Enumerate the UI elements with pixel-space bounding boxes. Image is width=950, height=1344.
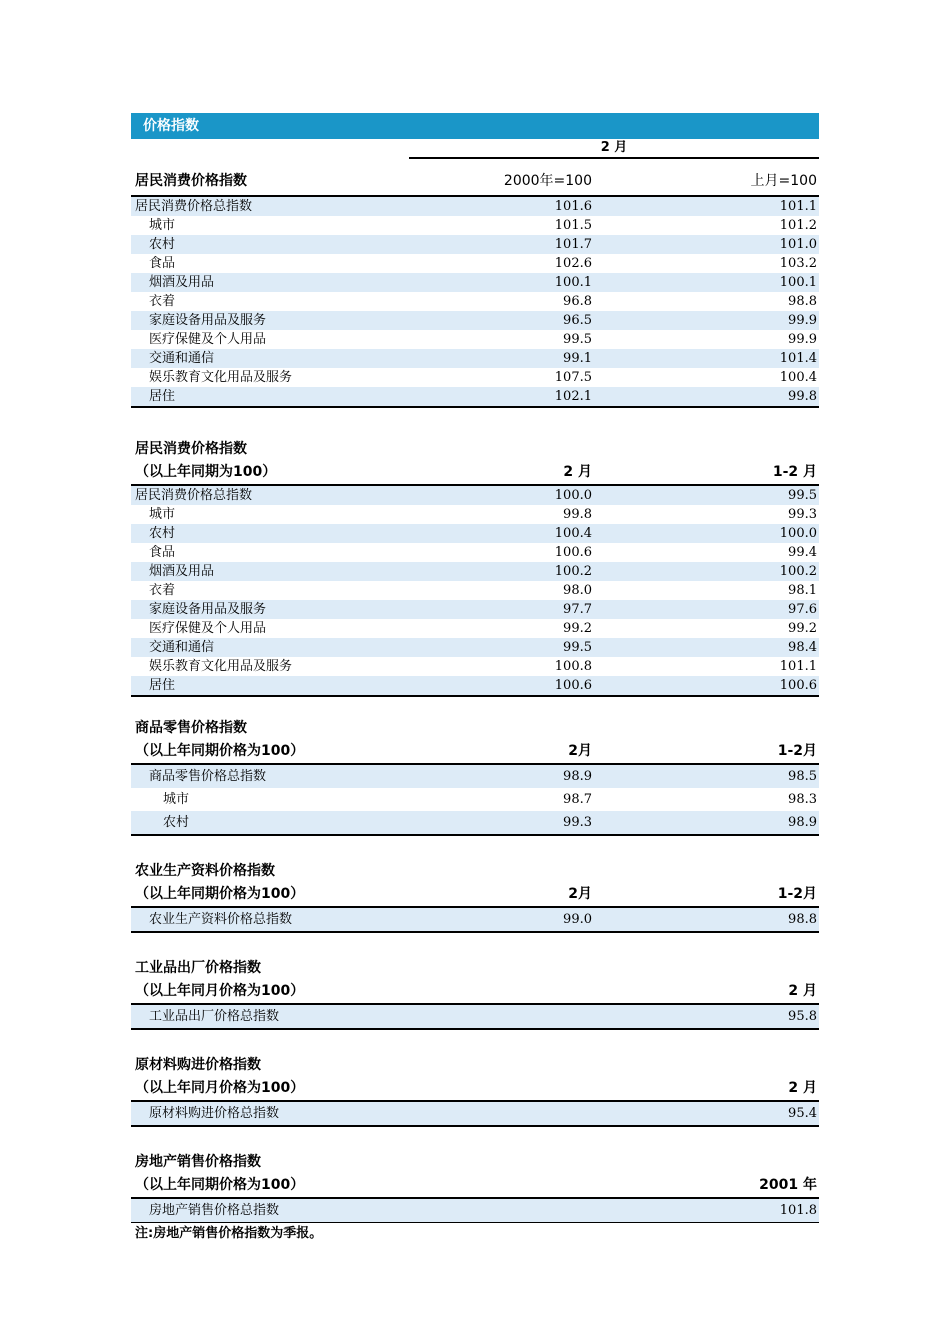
column-header: 2月 (568, 743, 592, 759)
cpi-table (131, 197, 819, 408)
table-row (131, 676, 819, 695)
row-value: 101.4 (779, 351, 817, 366)
cpi-yoy-section (131, 438, 819, 697)
table-row (131, 216, 819, 235)
row-value: 98.4 (788, 640, 817, 655)
column-header: 上月=100 (750, 173, 817, 189)
row-value: 98.1 (788, 583, 817, 598)
section-title: 房地产销售价格指数 (135, 1154, 261, 1170)
row-value: 101.7 (554, 237, 592, 252)
table-row (131, 235, 819, 254)
row-label: 居住 (149, 678, 176, 693)
real-estate-table (131, 1199, 819, 1223)
row-value: 97.7 (563, 602, 592, 617)
row-value: 99.9 (788, 313, 817, 328)
table-row (131, 505, 819, 524)
row-value: 98.8 (788, 294, 817, 309)
section-title: 农业生产资料价格指数 (135, 863, 275, 879)
table-row (131, 562, 819, 581)
row-value: 98.7 (563, 792, 592, 807)
table-row (131, 197, 819, 216)
raw-material-section (131, 1054, 819, 1127)
row-value: 100.0 (779, 526, 817, 541)
table-row (131, 254, 819, 273)
ppi-header-row (131, 980, 819, 1005)
row-value: 101.0 (779, 237, 817, 252)
retail-table (131, 765, 819, 836)
row-value: 99.5 (563, 332, 592, 347)
row-label: 家庭设备用品及服务 (149, 602, 267, 617)
row-label: 商品零售价格总指数 (149, 769, 267, 784)
row-label: 医疗保健及个人用品 (149, 621, 267, 636)
column-header: 1-2月 (777, 886, 817, 902)
row-value: 96.8 (563, 294, 592, 309)
table-row (131, 486, 819, 505)
table-row (131, 619, 819, 638)
row-value: 99.5 (563, 640, 592, 655)
cpi-section (131, 139, 819, 408)
row-label: 农业生产资料价格总指数 (149, 912, 293, 927)
row-value: 100.6 (779, 678, 817, 693)
row-label: 家庭设备用品及服务 (149, 313, 267, 328)
cpi-yoy-table (131, 486, 819, 697)
row-value: 97.6 (788, 602, 817, 617)
row-value: 101.5 (554, 218, 592, 233)
column-header: 2000年=100 (503, 173, 592, 189)
row-value: 100.4 (554, 526, 592, 541)
table-row (131, 1199, 819, 1223)
row-label: 城市 (149, 218, 176, 233)
column-header: 2 月 (788, 983, 817, 999)
row-label: 衣着 (149, 294, 176, 309)
agri-header-row (131, 883, 819, 908)
real-estate-header-row (131, 1174, 819, 1199)
table-row (131, 330, 819, 349)
section-subtitle: （以上年同期价格为100） (135, 743, 305, 759)
table-row (131, 788, 819, 811)
row-value: 107.5 (554, 370, 592, 385)
row-label: 居住 (149, 389, 176, 404)
row-label: 城市 (163, 792, 190, 807)
row-label: 食品 (149, 545, 176, 560)
row-label: 工业品出厂价格总指数 (149, 1009, 280, 1024)
section-title: 原材料购进价格指数 (135, 1057, 261, 1073)
section-subtitle: （以上年同月价格为100） (135, 1080, 305, 1096)
row-label: 原材料购进价格总指数 (149, 1106, 280, 1121)
row-value: 99.3 (563, 815, 592, 830)
row-label: 居民消费价格总指数 (135, 199, 253, 214)
section-title: 居民消费价格指数 (135, 173, 247, 189)
section-subtitle: （以上年同月价格为100） (135, 983, 305, 999)
row-label: 农村 (149, 237, 176, 252)
column-header: 1-2月 (777, 743, 817, 759)
section-subtitle: （以上年同期价格为100） (135, 1177, 305, 1193)
row-label: 娱乐教育文化用品及服务 (149, 370, 293, 385)
row-label: 医疗保健及个人用品 (149, 332, 267, 347)
row-value: 101.1 (779, 659, 817, 674)
raw-material-header-row (131, 1077, 819, 1102)
row-label: 烟酒及用品 (149, 275, 215, 290)
row-label: 农村 (163, 815, 190, 830)
row-value: 98.3 (788, 792, 817, 807)
table-row (131, 811, 819, 834)
row-value: 98.9 (563, 769, 592, 784)
row-value: 99.8 (563, 507, 592, 522)
row-value: 99.8 (788, 389, 817, 404)
row-value: 96.5 (563, 313, 592, 328)
row-value: 102.6 (554, 256, 592, 271)
row-value: 100.4 (779, 370, 817, 385)
row-value: 100.6 (554, 678, 592, 693)
row-value: 98.5 (788, 769, 817, 784)
cpi-header-row (131, 159, 819, 197)
row-label: 食品 (149, 256, 176, 271)
row-value: 99.2 (788, 621, 817, 636)
column-header: 1-2 月 (772, 464, 817, 480)
row-value: 100.1 (554, 275, 592, 290)
table-row (131, 387, 819, 406)
row-value: 98.8 (788, 912, 817, 927)
row-value: 99.2 (563, 621, 592, 636)
section-title: 居民消费价格指数 (135, 441, 247, 457)
row-label: 衣着 (149, 583, 176, 598)
row-value: 99.1 (563, 351, 592, 366)
real-estate-section (131, 1151, 819, 1245)
row-label: 烟酒及用品 (149, 564, 215, 579)
retail-price-section (131, 717, 819, 836)
column-header: 2001 年 (759, 1177, 817, 1193)
table-row (131, 292, 819, 311)
table-row (131, 600, 819, 619)
row-value: 103.2 (779, 256, 817, 271)
row-label: 农村 (149, 526, 176, 541)
row-value: 100.1 (779, 275, 817, 290)
cpi-yoy-header-row (131, 461, 819, 486)
row-value: 101.8 (779, 1203, 817, 1218)
agri-table (131, 908, 819, 933)
table-row (131, 657, 819, 676)
row-label: 居民消费价格总指数 (135, 488, 253, 503)
row-value: 100.0 (554, 488, 592, 503)
table-row (131, 273, 819, 292)
row-value: 99.5 (788, 488, 817, 503)
row-value: 100.8 (554, 659, 592, 674)
column-header: 2 月 (788, 1080, 817, 1096)
row-value: 99.4 (788, 545, 817, 560)
section-title: 商品零售价格指数 (135, 720, 247, 736)
table-row (131, 638, 819, 657)
price-index-page (131, 113, 819, 1245)
table-row (131, 368, 819, 387)
row-value: 99.3 (788, 507, 817, 522)
row-value: 95.8 (788, 1009, 817, 1024)
table-row (131, 543, 819, 562)
row-value: 100.2 (779, 564, 817, 579)
table-row (131, 1005, 819, 1028)
row-value: 99.9 (788, 332, 817, 347)
row-value: 98.9 (788, 815, 817, 830)
row-label: 交通和通信 (149, 351, 215, 366)
row-value: 99.0 (563, 912, 592, 927)
row-value: 100.6 (554, 545, 592, 560)
month-header: 2 月 (409, 139, 819, 159)
footnote: 注:房地产销售价格指数为季报。 (135, 1226, 323, 1241)
section-title: 工业品出厂价格指数 (135, 960, 261, 976)
row-label: 交通和通信 (149, 640, 215, 655)
table-row (131, 524, 819, 543)
section-subtitle: （以上年同期价格为100） (135, 886, 305, 902)
column-header: 2 月 (563, 464, 592, 480)
ppi-section (131, 957, 819, 1030)
agri-input-section (131, 860, 819, 933)
table-row (131, 765, 819, 788)
table-row (131, 311, 819, 330)
row-value: 101.1 (779, 199, 817, 214)
row-value: 101.6 (554, 199, 592, 214)
row-value: 100.2 (554, 564, 592, 579)
row-label: 城市 (149, 507, 176, 522)
row-label: 房地产销售价格总指数 (149, 1203, 280, 1218)
table-row (131, 908, 819, 931)
column-header: 2月 (568, 886, 592, 902)
page-banner: 价格指数 (131, 113, 819, 139)
row-value: 98.0 (563, 583, 592, 598)
table-row (131, 1102, 819, 1125)
table-row (131, 349, 819, 368)
retail-header-row (131, 740, 819, 765)
row-label: 娱乐教育文化用品及服务 (149, 659, 293, 674)
ppi-table (131, 1005, 819, 1030)
table-row (131, 581, 819, 600)
row-value: 95.4 (788, 1106, 817, 1121)
row-value: 102.1 (554, 389, 592, 404)
raw-material-table (131, 1102, 819, 1127)
section-subtitle: （以上年同期为100） (135, 464, 277, 480)
row-value: 101.2 (779, 218, 817, 233)
